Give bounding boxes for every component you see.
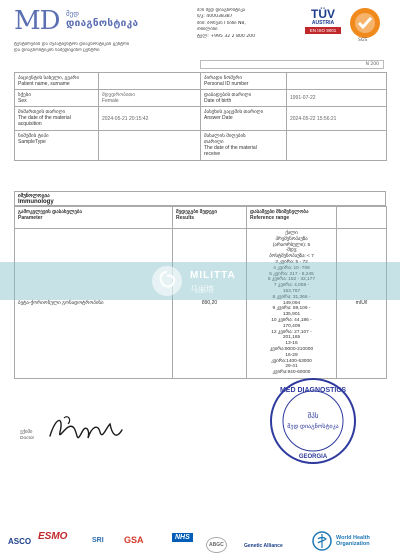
document-number: N 200 [200, 60, 384, 69]
sri-logo: SRI [92, 537, 104, 544]
dob-value: 1991-07-22 [287, 90, 387, 107]
unit-header [337, 207, 387, 229]
asco-logo: ASCO [8, 537, 32, 546]
personal-id-value [287, 73, 387, 90]
tuv-austria-logo: TÜV AUSTRIA EN ISO 9001 [305, 8, 341, 34]
receive-date-value [287, 131, 387, 161]
patient-row-sample [15, 131, 387, 161]
section-title-ka: იმუნოლოგია [18, 193, 50, 199]
clinic-address: შპს მედ დიაგნოსტიკა ს/კ: 400038387 მის: ბოხუას I ჩიხი N8, თბილისი ტელ: +995 32 2 800 200 [197, 8, 255, 39]
answer-date-label: პასუხის გაცემის თარიღი Answer Date [201, 107, 287, 131]
reference-range: ქალი პრემენოპაუზა (არაორსული): 5 -მდე; პოსტმენოპაუზა: < 7 3 კვირა: 5 - 72 4 კვირა: 10 -708 5 კვირა: 217 - 8,245 6 კვირა: 152 - 32,177 7 კვირა: 4,059 - 153,767 8 კვირა: 31,366 - 149,094 9 კვირა: 59,109 - 135,901 10 კვირა: 44,186 - 170,409 12 კვირა: 27,107 - 201,165 13-16 კვირა:9000-210000 16-29 კვირა:1400-53000 29-41 კვირა:940-60000 [247, 229, 337, 379]
nhs-logo: NHS [172, 533, 193, 542]
patient-name-label: პაციენტის სახელი, გვარი Patient name, surname [15, 73, 99, 90]
sample-type-value [99, 131, 201, 161]
clinic-description: ტესტირების და მეპატიენტოს დიაგნოსტიკის ცენტრი და დიაგნოსტიკის სამედიცინო ცენტრი [14, 42, 130, 53]
who-logo: World Health Organization [336, 535, 370, 547]
svg-text:GEORGIA: GEORGIA [298, 454, 328, 460]
personal-id-label: პირადი ნომერი Personal ID number [201, 73, 287, 90]
patient-row-dates [15, 107, 387, 131]
svg-text:შპს: შპს [307, 413, 319, 420]
answer-date-value: 2024-05-22 15:56:21 [287, 107, 387, 131]
result-header: შედეგები შედეგი Results [173, 207, 247, 229]
dob-label: დაბადების თარიღი Date of birth [201, 90, 287, 107]
svg-text:მედ დიაგნოსტიკა: მედ დიაგნოსტიკა [287, 424, 339, 430]
doctor-label: ექიმი Doctor [20, 430, 35, 441]
watermark-cn: 马丽塔 [190, 285, 214, 294]
acquisition-date-label: მიმართვის თარიღი The date of the material acquisition [15, 107, 99, 131]
results-header-row [15, 207, 387, 229]
sgs-check-icon [350, 8, 380, 38]
receive-date-label: მასალის მიღების თარიღი The date of the material receive [201, 131, 287, 161]
militta-watermark [0, 262, 400, 300]
militta-logo-icon [152, 266, 182, 296]
param-name: ბეტა-ქორიონული გონადოტროპინი [15, 229, 173, 379]
patient-name-value [99, 73, 201, 90]
patient-info-table [14, 72, 387, 161]
footer-logos [0, 525, 400, 557]
who-emblem-icon [312, 531, 332, 551]
param-header: გამოკვლევის დასახელება Parameter [15, 207, 173, 229]
clinic-stamp [268, 376, 358, 466]
patient-row-name [15, 73, 387, 90]
logo-subtitle-top: მედ [66, 10, 79, 18]
section-title-en: Immunology [18, 199, 54, 205]
md-logo: MD [14, 6, 60, 36]
section-immunology [14, 191, 386, 206]
sex-value: მდედრობითი Female [99, 90, 201, 107]
sex-label: სქესი Sex [15, 90, 99, 107]
doctor-signature [46, 410, 126, 450]
watermark-name: MILITTA [190, 270, 236, 281]
result-value: 890,20 [173, 229, 247, 379]
esmo-logo: ESMO [38, 531, 68, 542]
report-header [0, 0, 400, 70]
patient-row-sex [15, 90, 387, 107]
logo-subtitle: დიაგნოსტიკა [66, 18, 139, 29]
result-unit: mIU/l [337, 229, 387, 379]
sample-type-label: ნიმუშის ტიპი SampleType [15, 131, 99, 161]
sgs-label: SGS [358, 38, 368, 43]
svg-text:MED DIAGNOSTICS: MED DIAGNOSTICS [279, 387, 347, 394]
table-row [15, 229, 387, 379]
genetic-alliance-logo: Genetic Alliance [244, 543, 283, 549]
acquisition-date-value: 2024-05-21 20:15:42 [99, 107, 201, 131]
gsa-logo: GSA [124, 535, 144, 545]
reference-header: დასაშვები მნიშვნელობა Reference range [247, 207, 337, 229]
abgc-logo: ABGC [206, 537, 227, 553]
sgs-logo [350, 8, 380, 38]
